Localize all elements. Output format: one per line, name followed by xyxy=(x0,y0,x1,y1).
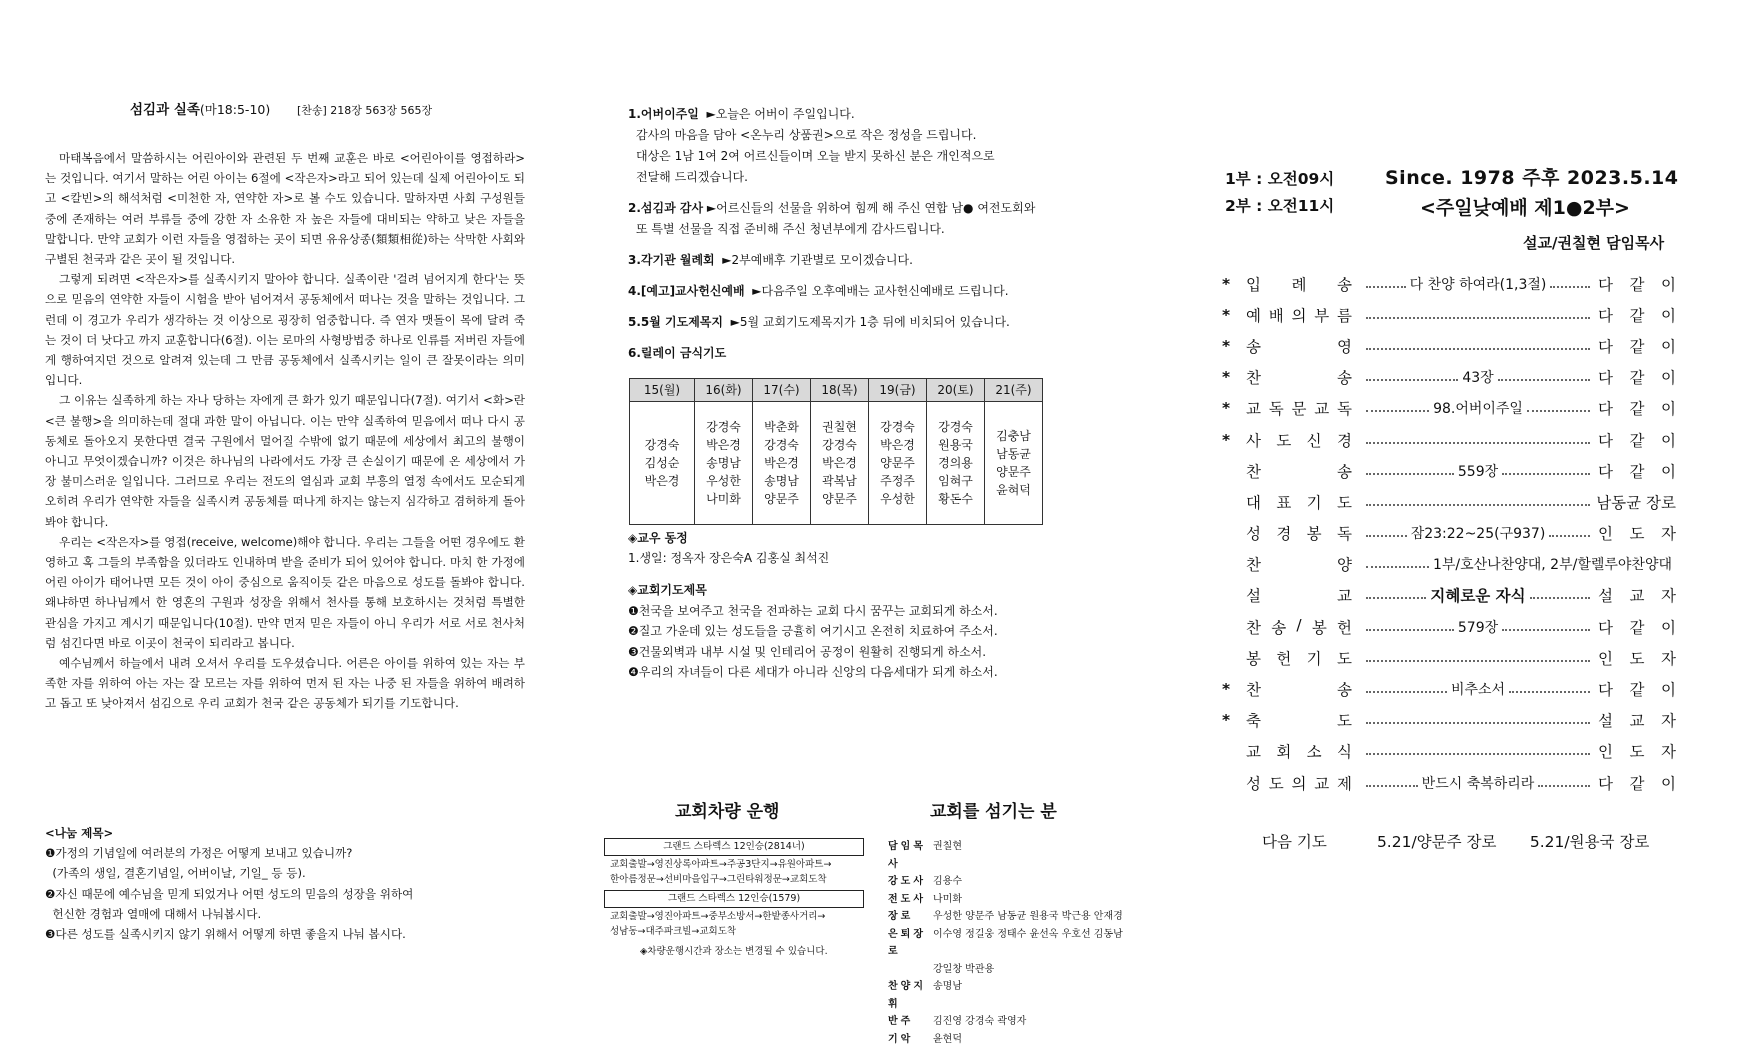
leader-dots xyxy=(1366,436,1590,444)
order-item-detail: 비추소서 xyxy=(1447,679,1509,699)
standing-mark: * xyxy=(1222,368,1246,386)
order-row xyxy=(1222,549,1676,580)
sharing-topics xyxy=(45,823,535,944)
order-row xyxy=(1222,673,1676,704)
standing-mark: * xyxy=(1222,431,1246,449)
vehicle-route-line: 성남동→대주파크빌→교회도착 xyxy=(610,924,825,939)
servant-row xyxy=(888,838,1123,873)
order-row xyxy=(1222,362,1676,393)
order-item-name: 찬 양 xyxy=(1246,553,1352,575)
order-item-leader: 인 도 자 xyxy=(1598,522,1676,544)
service-name: <주일낮예배 제1●2부> xyxy=(1420,193,1630,220)
servants-list xyxy=(888,838,1123,1048)
order-row xyxy=(1222,424,1676,455)
order-item-name: 찬 송 xyxy=(1246,678,1352,700)
servant-row xyxy=(888,891,1123,909)
relay-day-cell xyxy=(985,402,1043,525)
order-row xyxy=(1222,268,1676,299)
servant-row xyxy=(888,1013,1123,1031)
announcement-item xyxy=(628,104,1098,188)
order-row xyxy=(1222,642,1676,673)
church-prayer-item: ❸건물외벽과 내부 시설 및 인테리어 공정이 원활히 진행되게 하소서. xyxy=(628,642,1098,663)
leader-dots xyxy=(1366,747,1590,755)
servant-row xyxy=(888,873,1123,891)
leader-dots xyxy=(1366,398,1590,418)
order-item-detail: 559장 xyxy=(1454,461,1502,481)
standing-mark: * xyxy=(1222,306,1246,324)
relay-name: 곽복남 xyxy=(811,472,868,490)
relay-name: 강경숙 xyxy=(753,436,810,454)
relay-day-header: 18(목) xyxy=(811,379,869,402)
leader-dots xyxy=(1366,274,1590,294)
order-item-name: 축 도 xyxy=(1246,709,1352,731)
servant-names: 김용수 xyxy=(933,873,962,891)
relay-name: 권칠현 xyxy=(811,418,868,436)
announcement-line: ►어르신들의 선물을 위하여 힘께 해 주신 연합 남● 여전도회와 xyxy=(707,201,1035,215)
servant-role: 반주 xyxy=(888,1013,933,1031)
order-item-name: 교 회 소 식 xyxy=(1246,740,1352,762)
relay-name: 양문주 xyxy=(985,463,1042,481)
relay-name: 윤혀덕 xyxy=(985,481,1042,499)
relay-name: 박은경 xyxy=(811,454,868,472)
announcement-title: 1.어버이주일 xyxy=(628,107,699,121)
standing-mark: * xyxy=(1222,680,1246,698)
vehicle-name: 그랜드 스타렉스 12인승(1579) xyxy=(604,890,864,908)
order-item-leader: 인 도 자 xyxy=(1598,740,1676,762)
order-item-leader: 인 도 자 xyxy=(1598,647,1676,669)
relay-name: 황돈수 xyxy=(927,490,984,508)
servant-names: 나미화 xyxy=(933,891,962,909)
relay-name: 주정주 xyxy=(869,472,926,490)
servants-title: 교회를 섬기는 분 xyxy=(930,797,1057,822)
order-item-name: 찬 송 xyxy=(1246,460,1352,482)
servant-names: 이수영 정길웅 정태수 윤선옥 우호선 김동남 xyxy=(933,926,1123,961)
standing-mark: * xyxy=(1222,711,1246,729)
servant-role xyxy=(888,961,933,979)
announcement-item xyxy=(628,312,1098,333)
order-item-leader: 다 같 이 xyxy=(1598,366,1676,388)
relay-day-cell xyxy=(927,402,985,525)
servant-row xyxy=(888,1031,1123,1048)
sermon-paragraph: 그렇게 되려면 <작은자>를 실족시키지 말아야 합니다. 실족이란 '걸려 넘어지게 한다'는 뜻으로 믿음의 연약한 자들이 시험을 받아 넘어져서 공동체에서 떠나는 것을 말하는 것입니다. 그런데 이 경고가 우리가 생각하는 것 이상으로 굉장히 엄중합니다. 즉 연자 맷돌이 목에 달려 죽는 것이 더 낫다고 까지 교훈합니다(6절). 이는 로마의 사형방법중 하나로 인류를 저버린 자들에게 행하여지던 것으로 알려져 있는데 그 만큼 공동체에서 실족시키는 일이 큰 잘못이라는 의미입니다. xyxy=(45,269,525,390)
relay-day-cell xyxy=(869,402,927,525)
order-row xyxy=(1222,393,1676,424)
order-row xyxy=(1222,611,1676,642)
servant-role: 은퇴장로 xyxy=(888,926,933,961)
announcements xyxy=(628,104,1098,374)
relay-name: 박춘화 xyxy=(753,418,810,436)
vehicle-title: 교회차량 운행 xyxy=(675,797,779,822)
member-news xyxy=(628,528,829,568)
servant-role: 강도사 xyxy=(888,873,933,891)
relay-name: 김충남 xyxy=(985,427,1042,445)
order-item-leader: 다 같 이 xyxy=(1598,335,1676,357)
announcement-item xyxy=(628,198,1098,240)
order-item-leader: 설 교 자 xyxy=(1598,709,1676,731)
order-row xyxy=(1222,705,1676,736)
relay-day-cell xyxy=(695,402,753,525)
order-row xyxy=(1222,736,1676,767)
announcement-line: ►2부예배후 기관별로 모이겠습니다. xyxy=(722,253,913,267)
servant-role: 기악 xyxy=(888,1031,933,1048)
order-row xyxy=(1222,518,1676,549)
sermon-title-text: 섬김과 실족 xyxy=(130,102,200,118)
servant-role: 찬양지휘 xyxy=(888,978,933,1013)
order-item-detail: 잠23:22~25(구937) xyxy=(1407,523,1550,543)
leader-dots xyxy=(1366,617,1590,637)
announcement-title: 2.섬김과 감사 xyxy=(628,201,703,215)
sharing-title: <나눔 제목> xyxy=(45,823,535,843)
relay-day-header: 17(수) xyxy=(753,379,811,402)
sermon-scripture: (마18:5-10) xyxy=(200,102,270,117)
order-item-name: 대 표 기 도 xyxy=(1246,491,1352,513)
vehicle-route-line: 한아름정문→선비마을입구→그린타워정문→교회도착 xyxy=(610,872,831,887)
sermon-paragraph: 마태복음에서 말씀하시는 어린아이와 관련된 두 번째 교훈은 바로 <어린아이를 영접하라>는 것입니다. 여기서 말하는 어린 아이는 6절에 <작은자>라고 되어 있는데 실제 어린아이도 되고 <칼빈>의 해석처럼 <미천한 자, 연약한 자>로 볼 수도 있습니다. 말하자면 사회 구성원들 중에 존재하는 여러 부류들 중에 강한 자 소유한 자 높은 자들에 대비되는 약하고 낮은 자들을 말합니다. 만약 교회가 이런 자들을 영접하는 곳이 되면 유유상종(類類相從)하는 삭막한 사회와 구별된 천국과 같은 곳이 될 것입니다. xyxy=(45,148,525,269)
vehicle-route xyxy=(610,909,825,939)
order-item-leader: 다 같 이 xyxy=(1598,616,1676,638)
order-item-detail: 43장 xyxy=(1458,367,1497,387)
standing-mark: * xyxy=(1222,275,1246,293)
church-prayer-item: ❹우리의 자녀들이 다른 세대가 아니라 신앙의 다음세대가 되게 하소서. xyxy=(628,662,1098,683)
sharing-item: ❷자신 때문에 예수님을 믿게 되었거나 어떤 성도의 믿음의 성장을 위하여 xyxy=(45,884,535,904)
announcement-item xyxy=(628,250,1098,271)
relay-name: 김성순 xyxy=(630,454,694,472)
sermon-paragraph: 우리는 <작은자>를 영접(receive, welcome)해야 합니다. 우리는 그들을 어떤 경우에도 환영하고 혹 그들의 부족함을 있더라도 인내하며 받을 준비가 되어 있어야 합니다. 마치 한 가정에 어린 아이가 태어나면 모든 것이 아이 중심으로 움직이듯 같은 마음으로 성도를 돌봐야 합니다. 왜냐하면 하나님께서 한 영혼의 구원과 성장을 위해서 천사를 통해 보호하시는 것처럼 특별한 관심을 가지고 계시기 때문입니다(10절). 만약 먼저 믿은 자들이 아니 우리가 서로 서로 천사처럼 섬긴다면 바로 이곳이 천국이 되리라고 봅니다. xyxy=(45,532,525,653)
relay-name: 양문주 xyxy=(753,490,810,508)
leader-dots xyxy=(1366,367,1590,387)
leader-dots xyxy=(1366,461,1590,481)
relay-name: 임혀구 xyxy=(927,472,984,490)
vehicle-note: ◈차량운행시간과 장소는 변경될 수 있습니다. xyxy=(640,943,828,957)
relay-name: 박은경 xyxy=(695,436,752,454)
order-item-name: 설 교 xyxy=(1246,584,1352,606)
order-item-leader: 다 같 이 xyxy=(1598,678,1676,700)
relay-name: 박은경 xyxy=(753,454,810,472)
sermon-body xyxy=(45,148,525,714)
relay-day-header: 16(화) xyxy=(695,379,753,402)
relay-name: 양문주 xyxy=(869,454,926,472)
service-times xyxy=(1225,166,1334,220)
leader-dots xyxy=(1366,716,1590,724)
servant-names: 우성한 양문주 남동균 원용국 박근용 안재경 xyxy=(933,908,1123,926)
sermon-title xyxy=(130,98,432,118)
servant-row xyxy=(888,961,1123,979)
standing-mark: * xyxy=(1222,337,1246,355)
relay-day-cell xyxy=(630,402,695,525)
order-item-name: 찬 송 / 봉 헌 xyxy=(1246,616,1352,638)
relay-day-header: 20(토) xyxy=(927,379,985,402)
relay-name: 송명남 xyxy=(695,454,752,472)
servant-role: 담임목사 xyxy=(888,838,933,873)
order-item-detail: 579장 xyxy=(1454,617,1502,637)
relay-day-header: 15(월) xyxy=(630,379,695,402)
order-item-leader: 다 같 이 xyxy=(1598,460,1676,482)
order-item-name: 봉 헌 기 도 xyxy=(1246,647,1352,669)
order-item-detail: 1부/호산나찬양대, 2부/할렐루야찬양대 xyxy=(1429,554,1676,574)
relay-day-cell xyxy=(811,402,869,525)
relay-name: 강경숙 xyxy=(927,418,984,436)
order-item-name: 사 도 신 경 xyxy=(1246,429,1352,451)
servant-role: 장로 xyxy=(888,908,933,926)
relay-prayer-table xyxy=(629,378,1043,525)
order-item-detail: 반드시 축복하리라 xyxy=(1418,773,1539,793)
servant-names: 윤현덕 xyxy=(933,1031,962,1048)
next-prayer-item: 5.21/양문주 장로 xyxy=(1377,830,1525,852)
relay-name: 우성한 xyxy=(695,472,752,490)
announcement-line: 대상은 1남 1여 2여 어르신들이며 오늘 받지 못하신 분은 개인적으로 xyxy=(628,146,1098,167)
announcement-item xyxy=(628,281,1098,302)
order-item-leader: 남동균 장로 xyxy=(1598,491,1676,513)
announcement-line: 감사의 마음을 담아 <온누리 상품권>으로 작은 정성을 드립니다. xyxy=(628,125,1098,146)
order-row xyxy=(1222,299,1676,330)
standing-mark: * xyxy=(1222,399,1246,417)
relay-name: 경의용 xyxy=(927,454,984,472)
announcement-title: 4.[예고]교사헌신예배 xyxy=(628,284,745,298)
member-news-text: 1.생일: 정옥자 장은숙A 김홍실 최석진 xyxy=(628,548,829,568)
relay-name: 강경숙 xyxy=(811,436,868,454)
servant-names: 권칠현 xyxy=(933,838,962,873)
order-item-name: 성 경 봉 독 xyxy=(1246,522,1352,544)
order-item-name: 예 배 의 부 름 xyxy=(1246,304,1352,326)
sharing-item: ❶가정의 기념일에 여러분의 가정은 어떻게 보내고 있습니까? xyxy=(45,843,535,863)
leader-dots xyxy=(1366,498,1590,506)
relay-name: 양문주 xyxy=(811,490,868,508)
member-news-title: ◈교우 동정 xyxy=(628,528,829,548)
relay-day-cell xyxy=(753,402,811,525)
relay-prayer-title: 6.릴레이 금식기도 xyxy=(628,346,726,360)
preacher: 설교/권칠현 담임목사 xyxy=(1523,232,1664,253)
relay-name: 박은경 xyxy=(630,472,694,490)
vehicle-route-line: 교회출발→영진아파트→중부소방서→한밭종사거리→ xyxy=(610,909,825,924)
order-row xyxy=(1222,580,1676,611)
order-item-leader: 다 같 이 xyxy=(1598,397,1676,419)
leader-dots xyxy=(1366,342,1590,350)
service-time: 2부 : 오전11시 xyxy=(1225,193,1334,220)
vehicle-route-line: 교회출발→영진상록아파트→주공3단지→유원아파트→ xyxy=(610,857,831,872)
next-prayer-item: 5.21/원용국 장로 xyxy=(1530,830,1650,852)
servant-names: 강일창 박관용 xyxy=(933,961,994,979)
leader-dots xyxy=(1366,311,1590,319)
next-prayer-label: 다음 기도 xyxy=(1262,830,1372,852)
relay-name: 박은경 xyxy=(869,436,926,454)
servant-row xyxy=(888,908,1123,926)
servant-role: 전도사 xyxy=(888,891,933,909)
service-time: 1부 : 오전09시 xyxy=(1225,166,1334,193)
relay-name: 송명남 xyxy=(753,472,810,490)
leader-dots xyxy=(1366,554,1676,574)
announcement-title: 3.각기관 월례회 xyxy=(628,253,715,267)
leader-dots xyxy=(1366,654,1590,662)
relay-day-header: 19(금) xyxy=(869,379,927,402)
vehicle-name: 그랜드 스타렉스 12인승(2814너) xyxy=(604,838,864,856)
announcement-title: 5.5월 기도제목지 xyxy=(628,315,723,329)
relay-day-header: 21(주) xyxy=(985,379,1043,402)
relay-name: 나미화 xyxy=(695,490,752,508)
sermon-paragraph: 예수님께서 하늘에서 내려 오셔서 우리를 도우셨습니다. 어른은 아이를 위하여 있는 자는 부족한 자를 위하여 아는 자는 잘 모르는 자를 위하여 먼저 된 자는 나중 된 자들을 위하여 배려하고 돕고 또 낮아져서 섬김으로 우리 교회가 천국 같은 공동체가 되기를 기도합니다. xyxy=(45,653,525,714)
order-item-detail: 98.어버이주일 xyxy=(1429,398,1527,418)
order-row xyxy=(1222,486,1676,517)
sharing-item: 헌신한 경험과 열매에 대해서 나눠봅시다. xyxy=(45,904,535,924)
announcement-line: ►5월 교회기도제목지가 1층 뒤에 비치되어 있습니다. xyxy=(731,315,1010,329)
order-item-name: 입 례 송 xyxy=(1246,273,1352,295)
order-item-name: 교 독 문 교 독 xyxy=(1246,397,1352,419)
order-item-name: 찬 송 xyxy=(1246,366,1352,388)
leader-dots xyxy=(1366,584,1590,606)
order-item-leader: 다 같 이 xyxy=(1598,273,1676,295)
order-item-name: 송 영 xyxy=(1246,335,1352,357)
announcement-line: 또 특별 선물을 직접 준비해 주신 청년부에게 감사드립니다. xyxy=(628,219,1098,240)
leader-dots xyxy=(1366,773,1590,793)
church-prayer-title: ◈교회기도제목 xyxy=(628,580,1098,601)
order-item-leader: 다 같 이 xyxy=(1598,429,1676,451)
announcement-line: ►오늘은 어버이 주일입니다. xyxy=(707,107,855,121)
order-row xyxy=(1222,767,1676,798)
order-of-service xyxy=(1222,268,1676,798)
sharing-item: (가족의 생일, 결혼기념일, 어버이날, 기일_ 등 등). xyxy=(45,863,535,883)
order-row xyxy=(1222,455,1676,486)
relay-name: 남동균 xyxy=(985,445,1042,463)
sermon-paragraph: 그 이유는 실족하게 하는 자나 당하는 자에게 큰 화가 있기 때문입니다(7절). 여기서 <화>란 <큰 불행>을 의미하는데 절대 과한 말이 아닙니다. 이는 만약 실족하여 믿음에서 떠나 다시 공동체로 돌아오지 못한다면 결국 구원에서 멀어질 수밖에 없기 때문에 세상에서 최고의 불행이 아니고 무엇이겠습니까? 이것은 하나님의 나라에서도 가장 큰 손실이기 때문에 온 세상에서 가장 불미스러운 일입니다. 그러므로 우리는 전도의 열심과 교회 부흥의 열정 속에서도 모순되게 오히려 우리가 연약한 자들을 실족시켜 공동체를 떠나게 하지는 않는지 심각하고 겸허하게 돌아봐야 합니다. xyxy=(45,390,525,531)
order-item-detail: 지혜로운 자식 xyxy=(1426,584,1529,606)
relay-name: 강경숙 xyxy=(695,418,752,436)
servant-names: 김진영 강경숙 곽영자 xyxy=(933,1013,1026,1031)
order-item-detail: 다 찬양 하여라(1,3절) xyxy=(1406,274,1551,294)
church-prayer-item: ❷질고 가운데 있는 성도들을 긍휼히 여기시고 온전히 치료하여 주소서. xyxy=(628,621,1098,642)
church-prayer xyxy=(628,580,1098,683)
servant-row xyxy=(888,978,1123,1013)
next-prayer xyxy=(1262,830,1649,852)
announcement-line: 전달해 드리겠습니다. xyxy=(628,167,1098,188)
relay-name: 원용국 xyxy=(927,436,984,454)
vehicle-route xyxy=(610,857,831,887)
leader-dots xyxy=(1366,679,1590,699)
order-item-leader: 다 같 이 xyxy=(1598,304,1676,326)
leader-dots xyxy=(1366,523,1590,543)
sharing-item: ❸다른 성도를 실족시키지 않기 위해서 어떻게 하면 좋을지 나눠 봅시다. xyxy=(45,924,535,944)
servant-row xyxy=(888,926,1123,961)
relay-name: 강경숙 xyxy=(869,418,926,436)
church-prayer-item: ❶천국을 보여주고 천국을 전파하는 교회 다시 꿈꾸는 교회되게 하소서. xyxy=(628,601,1098,622)
relay-name: 강경숙 xyxy=(630,436,694,454)
order-row xyxy=(1222,330,1676,361)
order-item-leader: 다 같 이 xyxy=(1598,772,1676,794)
since-date: Since. 1978 주후 2023.5.14 xyxy=(1385,163,1679,190)
servant-names: 송명남 xyxy=(933,978,962,1013)
relay-name: 우성한 xyxy=(869,490,926,508)
announcement-line: ►다음주일 오후예배는 교사헌신예배로 드립니다. xyxy=(752,284,1008,298)
sermon-hymns: [찬송] 218장 563장 565장 xyxy=(297,104,432,117)
announcement-item xyxy=(628,343,1098,364)
order-item-name: 성 도 의 교 제 xyxy=(1246,772,1352,794)
order-item-leader: 설 교 자 xyxy=(1598,584,1676,606)
